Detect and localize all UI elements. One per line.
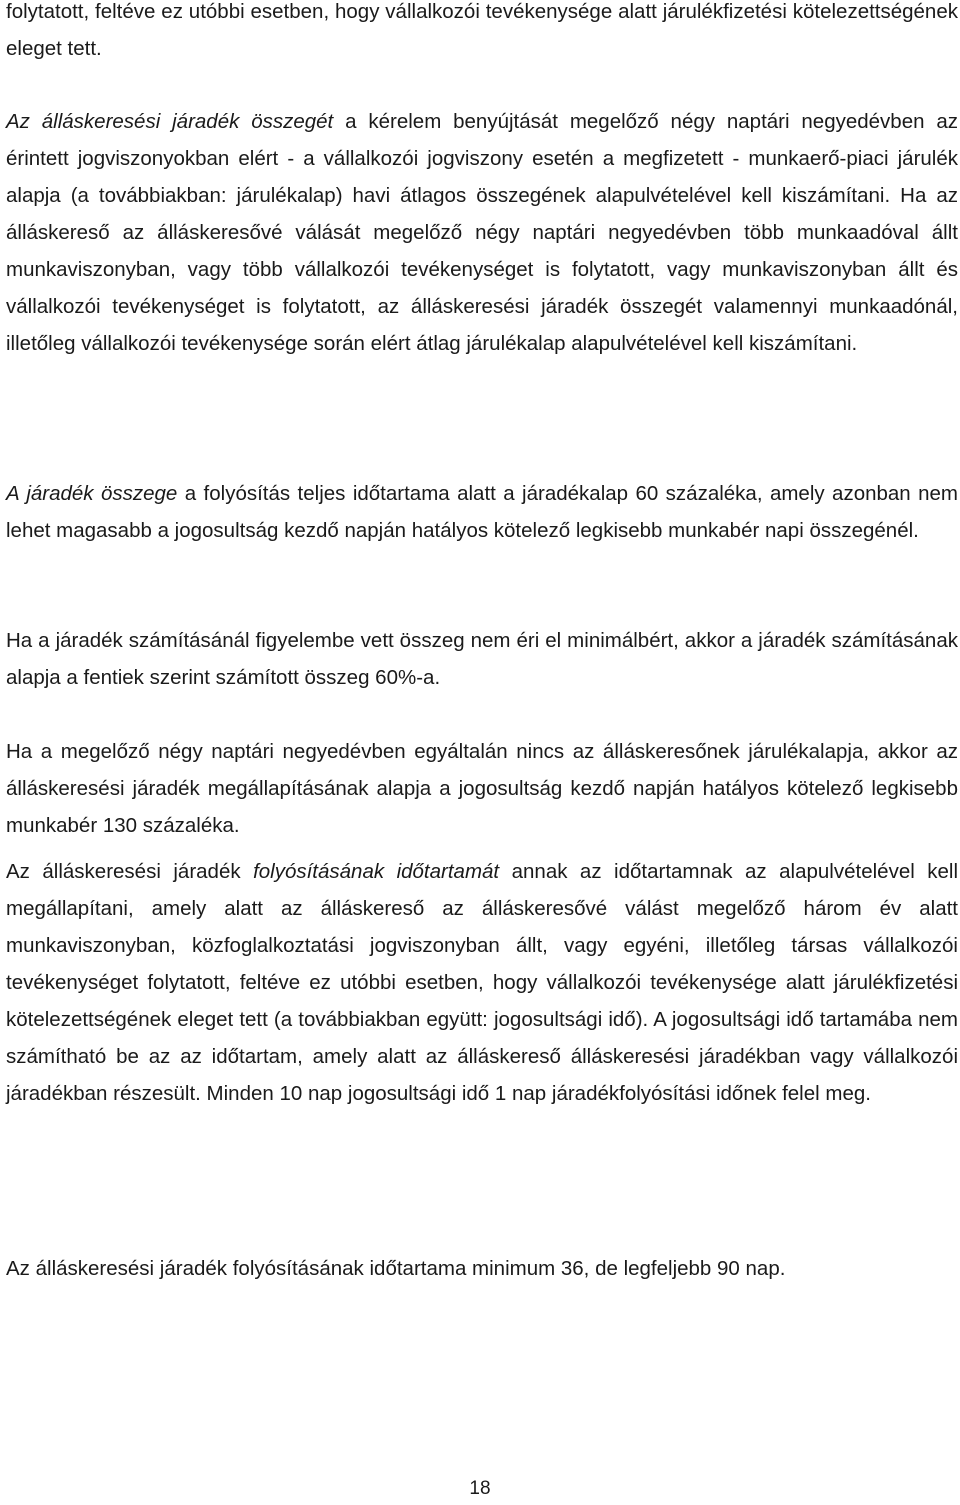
paragraph-text: a kérelem benyújtását megelőző négy naptári negyedévben az érintett jogviszonyokban elért - a vállalkozói jogviszony esetén a megfizetett - munkaerő-piaci járulék alapja (a továbbiakban: járulékalap) havi átlagos összegének alapulvételével kell kiszámítani. Ha az álláskereső az álláskeresővé válását megelőző négy naptári negyedévben több munkaadóval állt munkaviszonyban, vagy több vállalkozói tevékenységet is folytatott, vagy munkaviszonyban állt és vállalkozói tevékenységet is folytatott, az álláskeresési járadék összegét valamennyi munkaadónál, illetőleg vállalkozói tevékenysége során elért átlag járulékalap alapulvételével kell kiszámítani. xyxy=(6,110,959,355)
page-number: 18 xyxy=(469,1478,491,1499)
paragraph-continued xyxy=(6,0,958,67)
paragraph-duration-limits xyxy=(6,1250,958,1287)
paragraph-no-contribution-base xyxy=(6,733,958,844)
emphasis-text: Az álláskeresési járadék összegét xyxy=(6,110,334,133)
paragraph-benefit-amount xyxy=(6,475,958,549)
paragraph-text: annak az időtartamnak az alapulvételével kell megállapítani, amely alatt az álláskereső az álláskeresővé válást megelőző három év alatt munkaviszonyban, közfoglalkoztatási jogviszonyban állt, vagy egyéni, illetőleg társas vállalkozói tevékenységet folytatott, feltéve ez utóbbi esetben, hogy vállalkozói tevékenysége alatt járulékfizetési kötelezettségének eleget tett (a továbbiakban együtt: jogosultsági idő). A jogosultsági idő tartamába nem számítható be az az időtartam, amely alatt az álláskereső álláskeresési járadékban vagy vállalkozói járadékban részesült. Minden 10 nap jogosultsági idő 1 nap járadékfolyósítási időnek felel meg. xyxy=(6,860,958,1105)
paragraph-text: Az álláskeresési járadék folyósításának időtartama minimum 36, de legfeljebb 90 nap. xyxy=(6,1257,786,1280)
emphasis-text: A járadék összege xyxy=(6,482,178,505)
paragraph-text: Ha a megelőző négy naptári negyedévben egyáltalán nincs az álláskeresőnek járulékalapja, akkor az álláskeresési járadék megállapításának alapja a jogosultság kezdő napján hatályos kötelező legkisebb munkabér 130 százaléka. xyxy=(6,740,958,837)
paragraph-benefit-amount-calculation xyxy=(6,103,958,362)
paragraph-text: Az álláskeresési járadék xyxy=(6,860,254,883)
paragraph-text: Ha a járadék számításánál figyelembe vett összeg nem éri el minimálbért, akkor a járadék számításának alapja a fentiek szerint számított összeg 60%-a. xyxy=(6,629,958,689)
paragraph-minimum-wage-rule xyxy=(6,622,958,696)
emphasis-text: folyósításának időtartamát xyxy=(253,860,500,883)
paragraph-payment-duration xyxy=(6,853,958,1112)
paragraph-text: folytatott, feltéve ez utóbbi esetben, hogy vállalkozói tevékenysége alatt járulékfizetési kötelezettségének eleget tett. xyxy=(6,0,958,60)
paragraph-text: a folyósítás teljes időtartama alatt a járadékalap 60 százaléka, amely azonban nem lehet magasabb a jogosultság kezdő napján hatályos kötelező legkisebb munkabér napi összegénél. xyxy=(6,482,958,542)
